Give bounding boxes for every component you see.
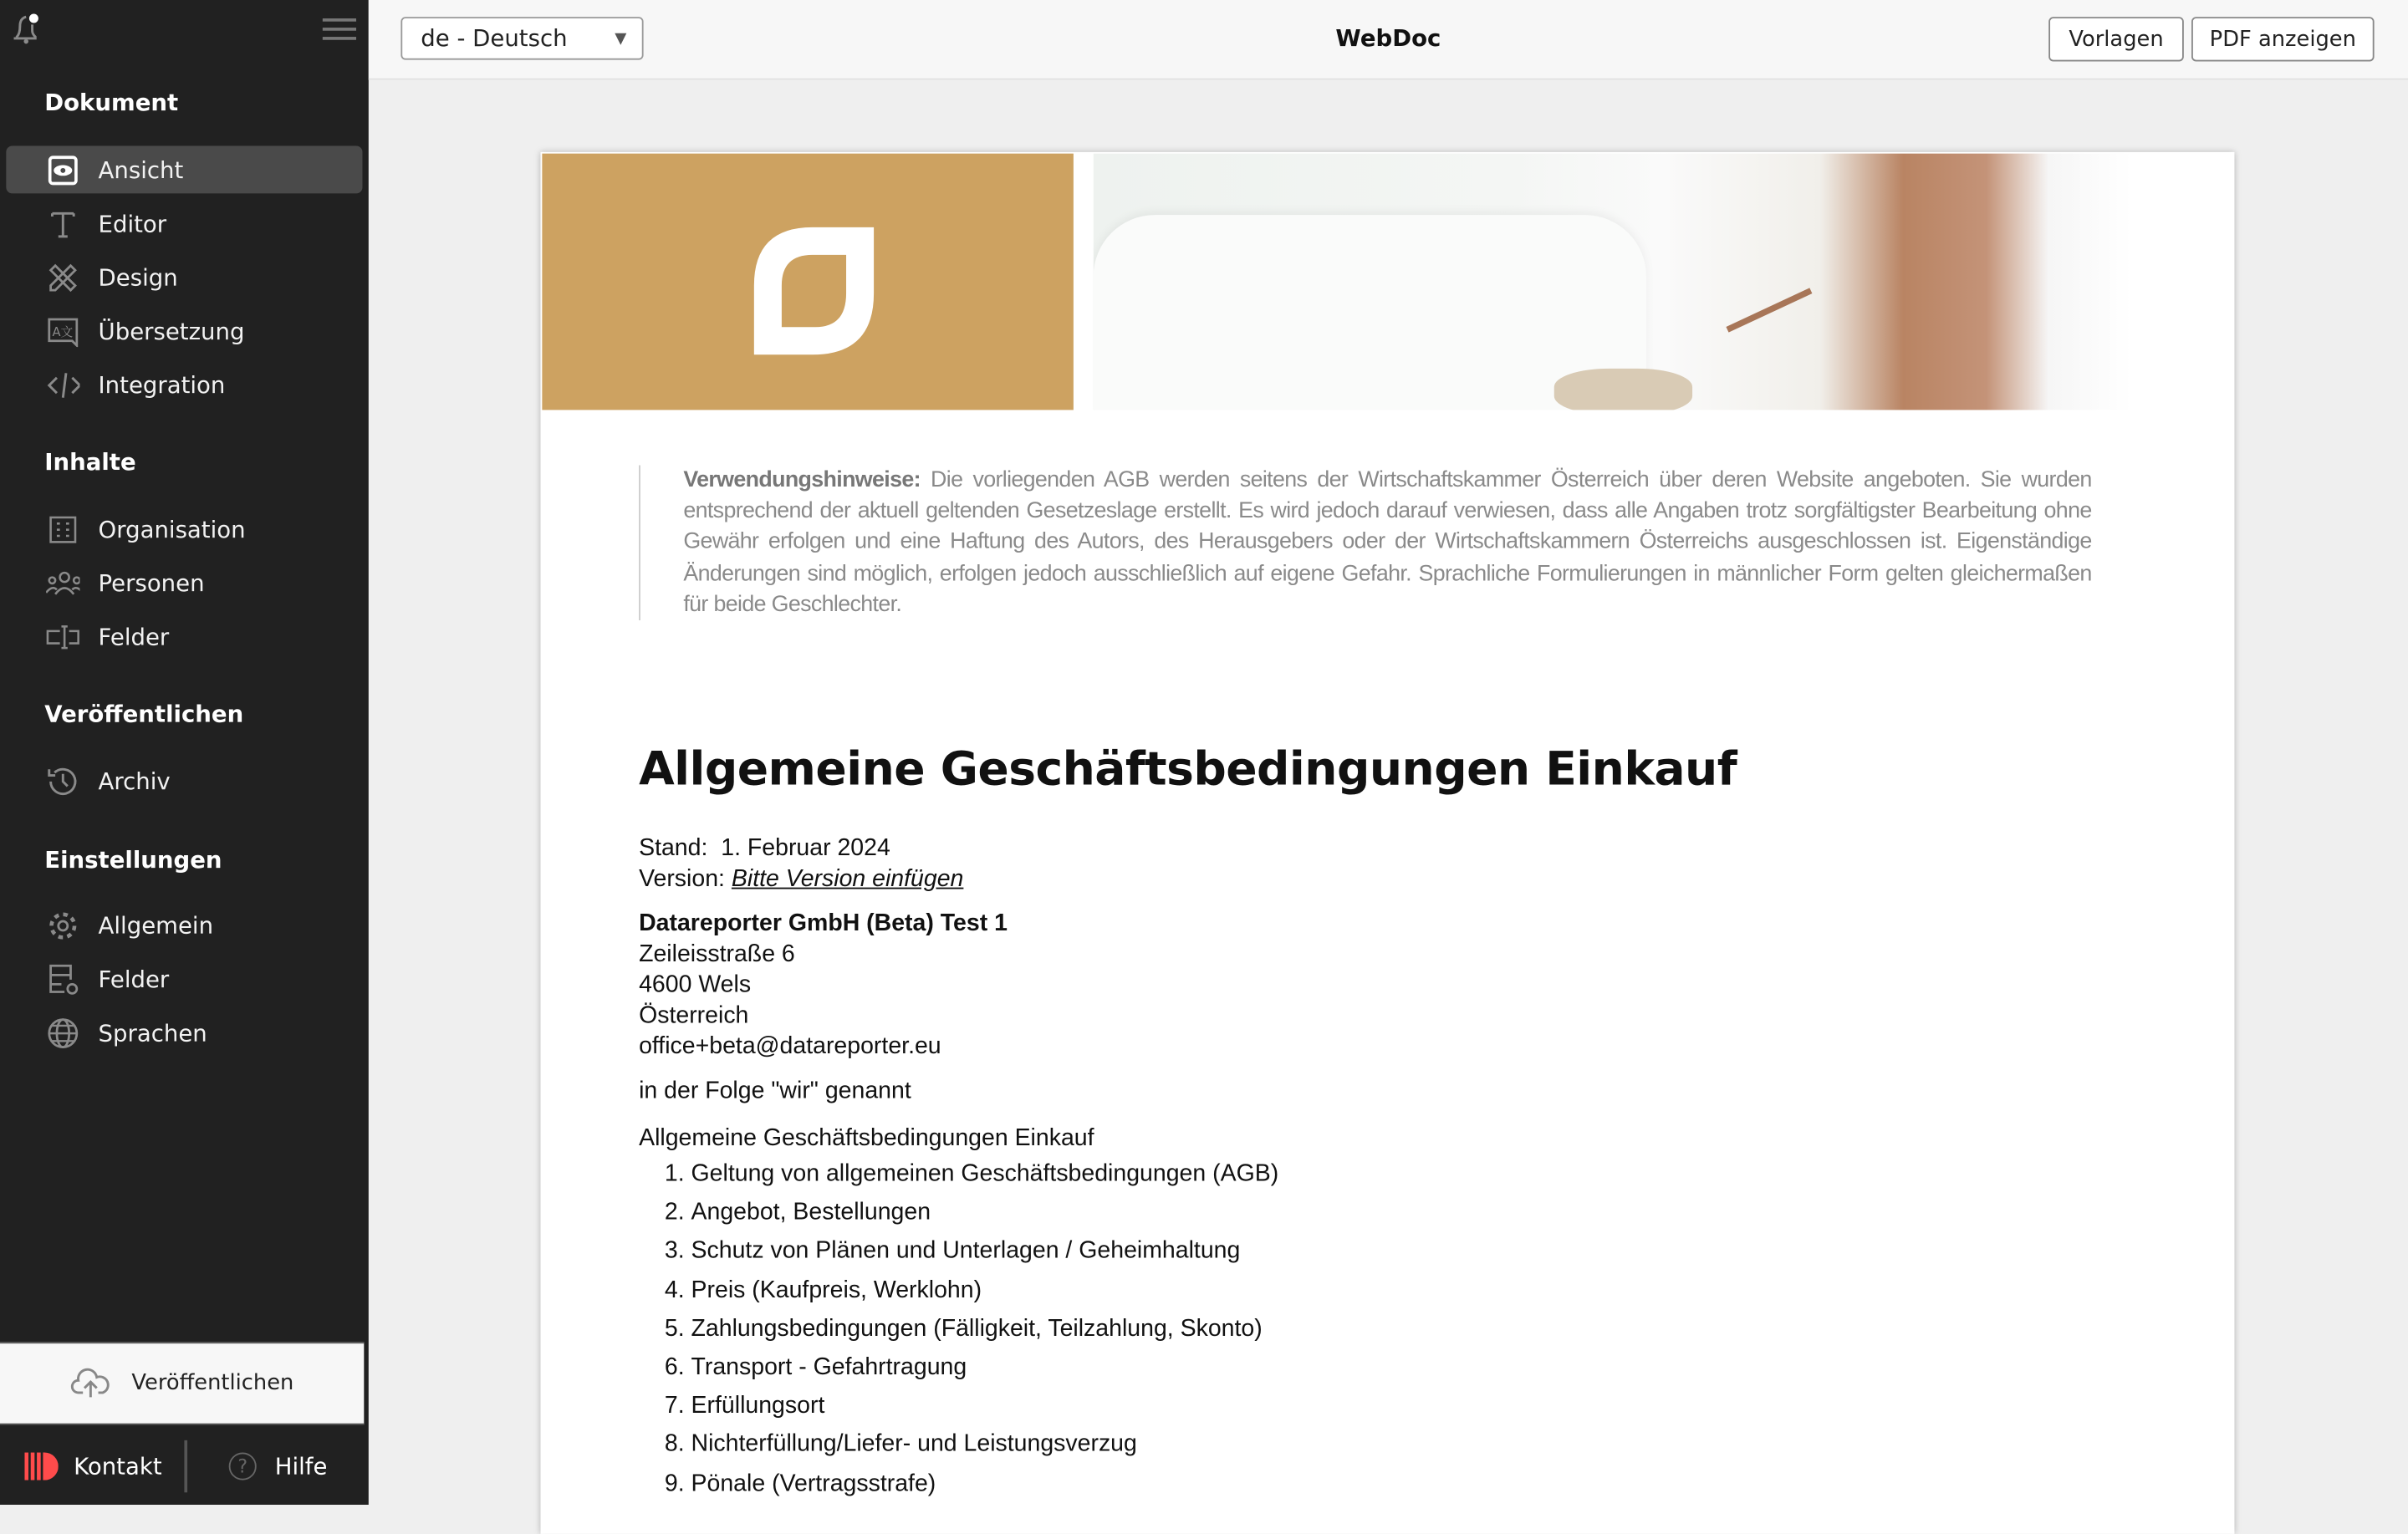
field-settings-icon (46, 962, 79, 996)
section-title-dokument: Dokument (44, 89, 179, 117)
section-title-inhalte: Inhalte (44, 448, 136, 477)
history-icon (46, 764, 79, 798)
sidebar-item-organisation[interactable] (6, 505, 362, 553)
sidebar-item-felder[interactable] (6, 613, 362, 660)
hamburger-menu-icon[interactable] (323, 17, 356, 41)
topbar (369, 0, 2408, 80)
globe-icon (46, 1016, 79, 1049)
sidebar-item-label: Archiv (98, 767, 171, 795)
publish-button[interactable] (0, 1342, 364, 1424)
brand-logo-icon (742, 224, 880, 362)
sidebar-item-design[interactable] (6, 253, 362, 301)
design-tools-icon (46, 260, 79, 293)
note-text: Die vorliegenden AGB werden seitens der Wirtschaftskammer Österreich über deren Website angeboten. Sie wurden entsprechend der aktuell geltenden Gesetzeslage erstellt. Es wird jedoch darauf verwiesen, dass alle Angaben trotz sorgfältigster Bearbeitung ohne Gewähr erfolgen und eine Haftung des Autors, des Herausgebers oder der Wirtschaftskammern Österreichs ausgeschlossen ist. Eigenständige Änderungen sind möglich, erfolgen jedoch ausschließlich auf eigene Gefahr. Sprachliche Formulierungen in männlicher Form gelten gleichermaßen für beide Geschlechter. (683, 468, 2092, 618)
help-icon: ? (229, 1453, 257, 1480)
sidebar-item-label: Ansicht (98, 155, 184, 184)
stand-label: Stand: (639, 835, 708, 862)
help-button[interactable] (187, 1428, 327, 1505)
section-title-einstellungen: Einstellungen (44, 846, 222, 874)
svg-text:A文: A文 (52, 324, 74, 339)
toc-title: Allgemeine Geschäftsbedingungen Einkauf (639, 1125, 1094, 1152)
company-country: Österreich (639, 1002, 749, 1029)
gear-icon (46, 908, 79, 941)
sidebar-item-label: Allgemein (98, 911, 214, 940)
contact-logo-icon (24, 1453, 58, 1480)
stand-value: 1. Februar 2024 (721, 835, 890, 862)
notification-bell-icon[interactable] (13, 13, 43, 46)
sidebar-item-label: Felder (98, 622, 170, 650)
sidebar-item-felder-einstellungen[interactable] (6, 955, 362, 1002)
toc-item[interactable]: 4. Preis (Kaufpreis, Werklohn) (691, 1271, 1279, 1309)
toc-item[interactable]: 6. Transport - Gefahrtragung (691, 1348, 1279, 1387)
sidebar-item-label: Sprachen (98, 1018, 207, 1047)
header-photo (1094, 154, 2132, 410)
sidebar-item-label: Personen (98, 568, 205, 597)
document-title: Allgemeine Geschäftsbedingungen Einkauf (639, 742, 1737, 798)
field-icon (46, 619, 79, 653)
cloud-upload-icon (70, 1368, 110, 1399)
sidebar-item-label: Felder (98, 965, 170, 993)
sidebar-item-label: Organisation (98, 515, 246, 543)
toc-item[interactable]: 7. Erfüllungsort (691, 1387, 1279, 1425)
toc-item[interactable]: 3. Schutz von Plänen und Unterlagen / Geheimhaltung (691, 1232, 1279, 1271)
toc-item[interactable]: 8. Nichterfüllung/Liefer- und Leistungsverzug (691, 1425, 1279, 1464)
eye-icon (46, 153, 79, 186)
sidebar (0, 0, 369, 1505)
sidebar-item-label: Integration (98, 370, 226, 399)
translate-icon (46, 314, 79, 348)
show-pdf-button[interactable]: PDF anzeigen (2191, 17, 2375, 61)
toc-item[interactable]: 2. Angebot, Bestellungen (691, 1194, 1279, 1232)
sidebar-item-ansicht[interactable] (6, 145, 362, 193)
company-email: office+beta@datareporter.eu (639, 1033, 941, 1060)
document-page (541, 152, 2235, 1534)
document-body (639, 833, 1278, 1502)
note-label: Verwendungshinweise: (683, 468, 921, 493)
sidebar-item-integration[interactable] (6, 361, 362, 409)
company-city: 4600 Wels (639, 971, 752, 998)
version-label: Version: (639, 865, 725, 893)
text-icon (46, 206, 79, 240)
brand-logo-panel (542, 154, 1074, 410)
sidebar-item-label: Design (98, 262, 178, 292)
section-title-veroeffentlichen: Veröffentlichen (44, 700, 244, 728)
help-label: Hilfe (274, 1452, 328, 1480)
sidebar-item-uebersetzung[interactable] (6, 307, 362, 354)
sidebar-item-editor[interactable] (6, 200, 362, 247)
company-street: Zeileisstraße 6 (639, 940, 795, 968)
people-icon (46, 566, 79, 599)
sidebar-item-allgemein[interactable] (6, 901, 362, 949)
sidebar-item-archiv[interactable] (6, 757, 362, 805)
sidebar-item-label: Editor (98, 209, 167, 237)
sidebar-item-sprachen[interactable] (6, 1009, 362, 1057)
sidebar-item-personen[interactable] (6, 559, 362, 607)
toc-item[interactable]: 9. Pönale (Vertragsstrafe) (691, 1465, 1279, 1503)
toc-item[interactable]: 1. Geltung von allgemeinen Geschäftsbedingungen (AGB) (691, 1154, 1279, 1193)
version-link[interactable]: Bitte Version einfügen (731, 865, 964, 893)
contact-label: Kontakt (74, 1452, 162, 1480)
usage-note (639, 466, 2092, 621)
building-icon (46, 512, 79, 546)
templates-button[interactable]: Vorlagen (2048, 17, 2184, 61)
sidebar-item-label: Übersetzung (98, 317, 245, 345)
dropdown-arrow-icon: ▼ (615, 29, 627, 48)
alias-text: in der Folge "wir" genannt (639, 1078, 911, 1104)
app-title: WebDoc (1335, 24, 1441, 53)
publish-label: Veröffentlichen (131, 1371, 294, 1396)
code-icon (46, 368, 79, 401)
toc-item[interactable]: 5. Zahlungsbedingungen (Fälligkeit, Teilzahlung, Skonto) (691, 1309, 1279, 1348)
company-name: Datareporter GmbH (Beta) Test 1 (639, 910, 1008, 937)
language-value: de - Deutsch (421, 24, 568, 53)
contact-button[interactable] (0, 1428, 184, 1505)
table-of-contents (639, 1154, 1278, 1503)
